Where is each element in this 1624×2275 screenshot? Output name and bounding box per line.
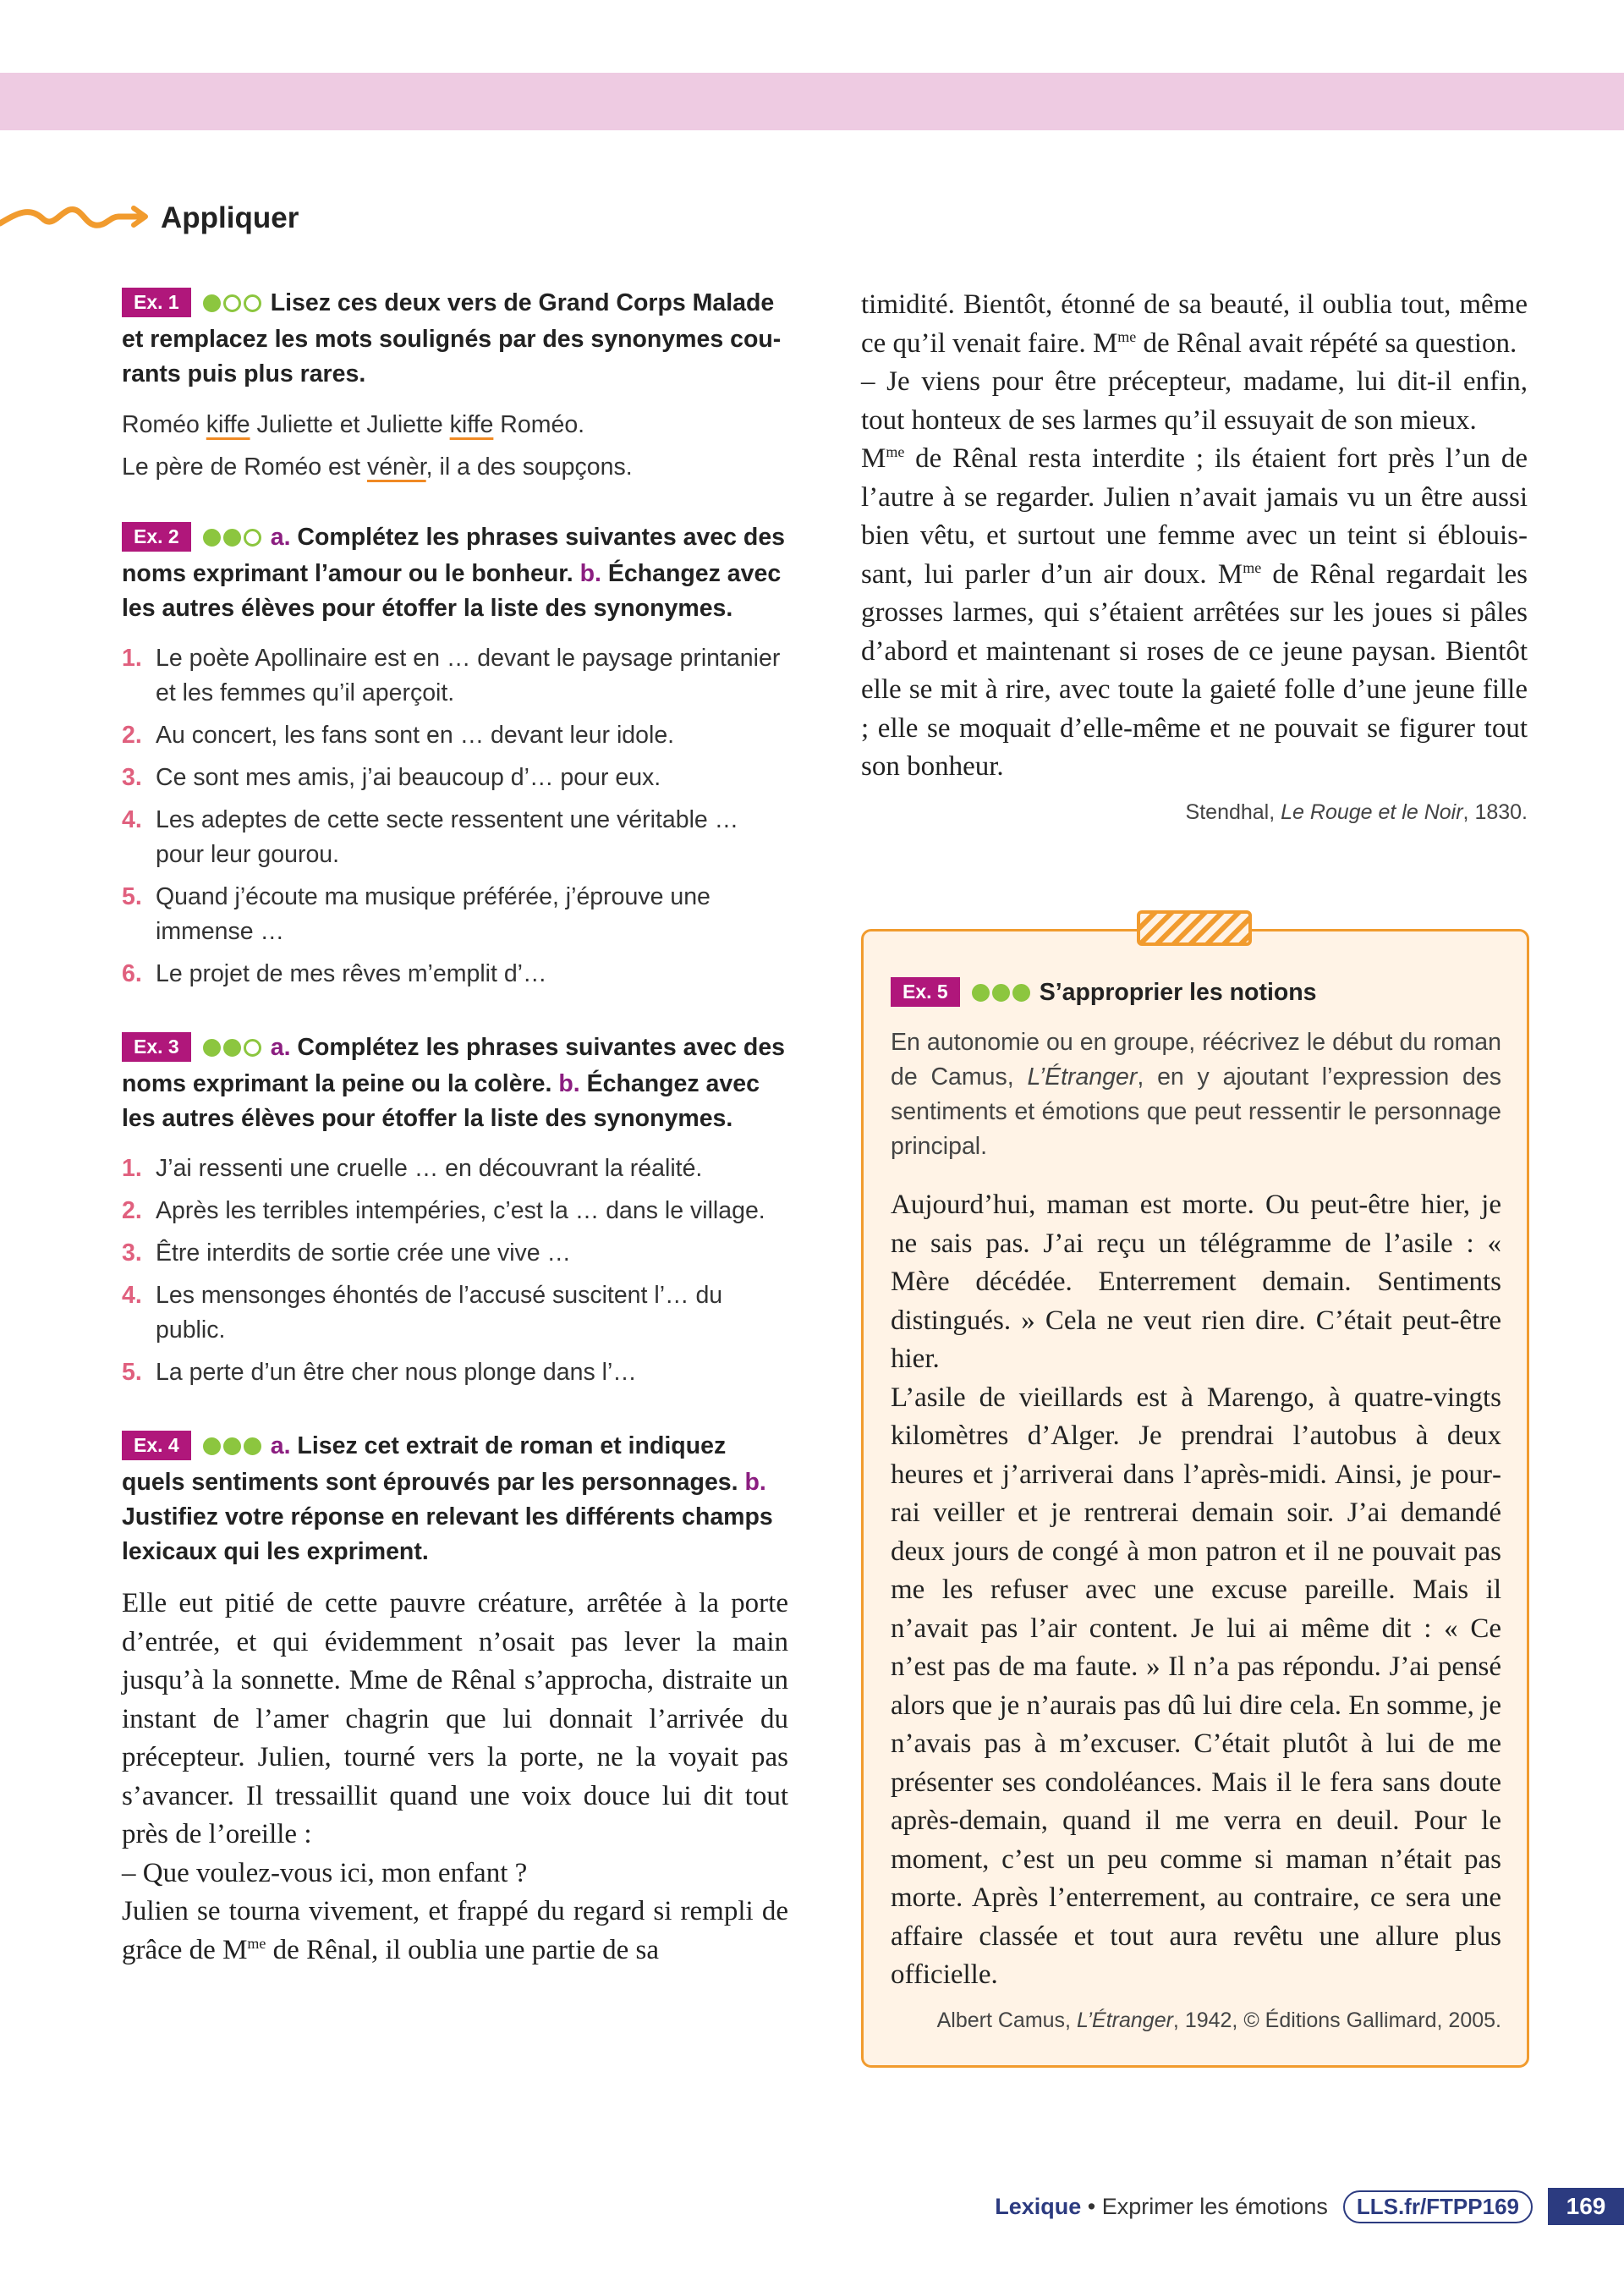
list-item: 6. Le projet de mes rêves m’emplit d’… [122,960,547,987]
exercise-instruction: Lisez ces deux vers de Grand Corps Malade et remplacez les mots soulignés par des synonymes courants puis plus rares. [122,289,782,387]
difficulty-dots-icon [972,977,1033,1012]
footer-chapter: Lexique • Exprimer les émotions [995,2193,1328,2219]
exercise-badge: Ex. 1 [122,288,191,317]
difficulty-dots-icon [203,522,264,557]
footer-link[interactable]: LLS.fr/FTPP169 [1343,2190,1533,2223]
right-column [861,286,1528,827]
section-title: Appliquer [161,201,299,234]
exercise-badge: Ex. 5 [891,977,960,1007]
exercise-list [122,641,788,992]
list-item: 1. Le poète Apollinaire est en … devant le paysage printanier et les femmes qu’il aperçoit. [122,645,781,706]
list-item: 3. Être interdits de sortie crée une vive … [122,1239,572,1267]
exercise-5-box [861,929,1529,2068]
difficulty-dots-icon [203,1032,264,1067]
exercise-badge: Ex. 4 [122,1431,191,1460]
list-item: 5. La perte d’un être cher nous plonge dans l’… [122,1359,637,1386]
list-item: 1. J’ai ressenti une cruelle … en découvrant la réalité. [122,1155,703,1182]
source-citation: Stendhal, Le Rouge et le Noir, 1830. [1185,800,1528,824]
list-item: 4. Les adeptes de cette secte ressentent une véritable … pour leur gourou. [122,806,739,868]
exercise-heading: S’approprier les notions [1039,979,1317,1006]
list-item: 2. Au concert, les fans sont en … devant leur idole. [122,722,675,749]
exercise-4: Ex. 4 a. Lisez cet extrait de roman et indiquez quels sentiments sont éprouvés par les personnages. b. Justifiez votre réponse en relevant les différents champs lexicaux qui les expriment. Elle eut pitié de cette pauvre créature, arrêtée à la porte d’entrée, et qui évidemment n’osait pas lever la main jusqu’à la sonnette. Mme de Rênal s’approcha, distraite un instant de l’amer chagrin que lui donnait l’arrivée du précepteur. Julien, tourné vers la porte, ne la voyait pas s’avancer. Il tressaillit quand une voix douce lui dit tout près de l’oreille : – Que voulez-vous ici, mon enfant ? Julien se tourna vivement, et frappé du regard si rempli de grâce de $M^{me}$ de Rênal, il oublia une partie de sa [122,1429,788,1970]
page-footer [995,2188,1624,2225]
poem-lines [122,404,788,488]
novel-excerpt: Aujourd’hui, maman est morte. Ou peut-être hier, je ne sais pas. J’ai reçu un télégramme de l’asile : « Mère décédée. Enterrement demain. Sentiments distingués. » Cela ne veut rien dire. C’était peut-être hier. L’asile de vieillards est à Marengo, à quatre-vingts kilomètres d’Alger. Je prendrai l’autobus à deux heures et j’arriverai dans l’après-midi. Ainsi, je pourrai veiller et je rentrerai demain soir. J’ai demandé deux jours de congé à mon patron et il ne pouvait pas me les refuser avec une excuse pareille. Mais il n’avait pas l’air content. Je lui ai même dit : « Ce n’est pas de ma faute. » Il n’a pas répondu. J’ai pensé alors que je n’aurais pas dû lui dire cela. En somme, je n’avais pas à m’excuser. C’était plutôt à lui de me présenter ses condoléances. Mais il le fera sans doute après-demain, quand il me verra en deuil. Pour le moment, c’est un peu comme si maman n’était pas morte. Après l’enterrement, au contraire, ce sera une affaire classée et tout aura revêtu une allure plus officielle. [891,1190,1501,1990]
exercise-3: Ex. 3 a. Complétez les phrases suivantes avec des noms exprimant la peine ou la colère. b. Échangez avec les autres élèves pour étoffer la liste des synonymes. 1. J’ai ressenti une cruelle … en découvrant la réalité. 2. Après les terribles intempéries, c’est la … dans le village. 3. Être interdits de sortie crée une vive … 4. Les mensonges éhontés de l’accusé suscitent l’… du public. 5. La perte d’un être cher nous plonge dans l’… [122,1030,788,1390]
page-number: 169 [1548,2188,1624,2225]
exercise-1 [122,286,788,488]
swirl-arrow-icon [0,198,152,240]
exercise-badge: Ex. 3 [122,1032,191,1062]
poem-line: Roméo kiffe Juliette et Juliette kiffe Roméo. [122,411,585,438]
source-citation: Albert Camus, L’Étranger, 1942, © Éditions Gallimard, 2005. [936,2008,1501,2032]
novel-excerpt: Elle eut pitié de cette pauvre créature, arrêtée à la porte d’entrée, et qui évidemment n’osait pas lever la main jusqu’à la sonnette. Mme de Rênal s’approcha, distraite un instant de l’amer chagrin que lui donnait l’arrivée du précepteur. Julien, tourné vers la porte, ne la voyait pas s’avancer. Il tressaillit quand une voix douce lui dit tout près de l’oreille : – Que voulez-vous ici, mon enfant ? Julien se tourna vivement, et frappé du regard si rempli de grâce de $M^{me}$ de Rênal, il oublia une partie de sa [122,1588,788,1965]
left-column [122,286,788,2002]
poem-line: Le père de Roméo est vénèr, il a des soupçons. [122,453,633,481]
difficulty-dots-icon [203,1431,264,1465]
exercise-2: Ex. 2 a. Complétez les phrases suivantes avec des noms exprimant l’amour ou le bonheur. b. Échangez avec les autres élèves pour étoffer la liste des synonymes. 1. Le poète Apollinaire est en … devant le paysage printanier et les femmes qu’il aperçoit. 2. Au concert, les fans sont en … devant leur idole. 3. Ce sont mes amis, j’ai beaucoup d’… pour eux. 4. Les adeptes de cette secte ressentent une véritable … pour leur gourou. 5. Quand j’écoute ma musique préférée, j’éprouve une immense … 6. Le projet de mes rêves m’emplit d’… [122,520,788,992]
top-color-band [0,73,1624,130]
difficulty-dots-icon [203,288,264,322]
section-header [0,193,592,244]
hatched-tab-icon [1137,910,1252,946]
list-item: 4. Les mensonges éhontés de l’accusé suscitent l’… du public. [122,1282,723,1344]
list-item: 2. Après les terribles intempéries, c’est la … dans le village. [122,1197,765,1224]
exercise-list [122,1151,788,1390]
list-item: 3. Ce sont mes amis, j’ai beaucoup d’… pour eux. [122,764,661,791]
novel-excerpt-continued: timidité. Bientôt, étonné de sa beauté, il oublia tout, même ce qu’il venait faire. $M^{me}$ de Rênal avait répété sa question. – Je viens pour être précepteur, madame, lui dit-il enfin, tout honteux de ses larmes qu’il essuyait de son mieux. $M^{me}$ de Rênal resta interdite ; ils étaient fort près l’un de l’autre à se regarder. Julien n’avait jamais vu un être aussi bien vêtu, et surtout une femme avec un teint si éblouissant, lui parler d’un air doux. $M^{me}$ de Rênal regardait les grosses larmes, qui s’étaient arrêtées sur les joues si pâles d’abord et maintenant si roses de ce jeune paysan. Bientôt elle se mit à rire, avec toute la gaieté folle d’une jeune fille ; elle se moquait d’elle-même et ne pouvait se figurer tout son bonheur. [861,289,1528,782]
exercise-instruction: En autonomie ou en groupe, réécrivez le début du roman de Camus, L’Étranger, en y ajoutant l’expression des sentiments et émotions que peut ressentir le personnage principal. [891,1029,1501,1160]
exercise-badge: Ex. 2 [122,522,191,552]
list-item: 5. Quand j’écoute ma musique préférée, j’éprouve une immense … [122,883,710,945]
